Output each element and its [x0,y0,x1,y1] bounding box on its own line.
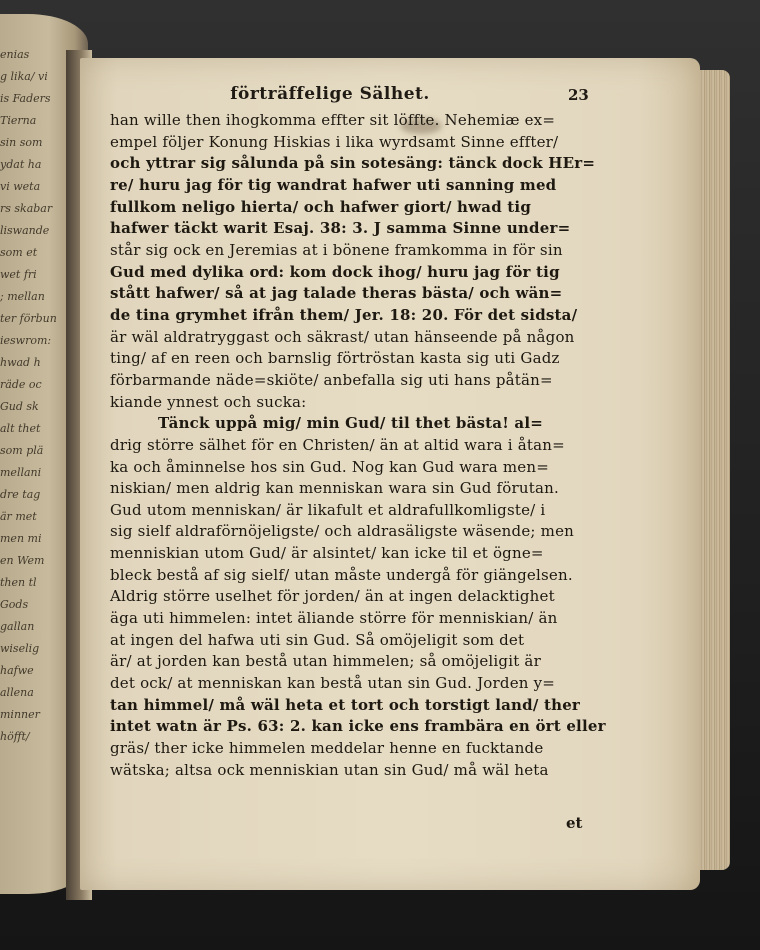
previous-page-line: vi weta [0,180,41,193]
text-line: kiande ynnest och sucka: [110,392,307,411]
previous-page-line: sin som [0,136,43,149]
previous-page-line: som plä [0,444,44,457]
text-line: stått hafwer/ så at jag talade theras bästa/ och wän= [110,284,563,303]
previous-page-line: alt thet [0,422,41,435]
previous-page-line: ydat ha [0,158,42,171]
previous-page-line: allena [0,686,34,699]
text-line: är/ at jorden kan bestå utan himmelen; så omöjeligit är [110,652,541,671]
text-line: Tänck uppå mig/ min Gud/ til thet bästa! al= [158,414,543,433]
text-line: niskian/ men aldrig kan menniskan wara sin Gud förutan. [110,479,559,498]
previous-page-line: wet fri [0,268,37,281]
text-line: re/ huru jag för tig wandrat hafwer uti sanning med [110,175,557,194]
text-line: at ingen del hafwa uti sin Gud. Så omöjeligit som det [110,630,525,649]
previous-page-line: then tl [0,576,37,589]
text-line: han wille then ihogkomma effter sit löffte. Nehemiæ ex= [110,111,556,129]
text-line: wätska; altsa ock menniskian utan sin Gud/ må wäl heta [110,760,549,779]
previous-page-line: Tierna [0,114,37,127]
previous-page-line: mellani [0,466,42,479]
body-text [110,110,606,781]
previous-page-line: g lika/ vi [0,70,48,83]
running-head: förträffelige Sälhet. [230,84,430,104]
text-line: tan himmel/ må wäl heta et tort och torstigt land/ ther [110,695,581,714]
text-line: Gud med dylika ord: kom dock ihog/ huru jag för tig [110,262,560,281]
text-line: och yttrar sig sålunda på sin sotesäng: tänck dock HEr= [110,154,596,173]
text-line: förbarmande näde=skiöte/ anbefalla sig uti hans påtän= [110,370,553,389]
text-line: hafwer täckt warit Esaj. 38: 3. J samma Sinne under= [110,219,571,238]
text-line: står sig ock en Jeremias at i bönene framkomma in för sin [110,240,563,259]
previous-page-line: hafwe [0,664,34,677]
previous-page-line: är met [0,510,37,523]
text-line: intet watn är Ps. 63: 2. kan icke ens frambära en ört eller [110,717,606,736]
previous-page-line: dre tag [0,488,41,501]
text-line: sig sielf aldraförnöjeligste/ och aldrasäligste wäsende; men [110,522,575,541]
page-number: 23 [568,86,589,104]
previous-page-line: men mi [0,532,42,545]
previous-page-line: Gods [0,598,29,611]
text-line: äga uti himmelen: intet äliande större för menniskian/ än [110,609,558,628]
text-line: är wäl aldratryggast och säkrast/ utan hänseende på någon [110,327,575,346]
text-line: Aldrig större uselhet för jorden/ än at ingen delacktighet [110,587,555,606]
text-line: menniskian utom Gud/ är alsintet/ kan icke til et ögne= [110,544,544,563]
text-line: de tina grymhet ifrån them/ Jer. 18: 20. För det sidsta/ [110,305,578,324]
text-line: drig större sälhet för en Christen/ än at altid wara i åtan= [110,435,565,454]
previous-page-line: hwad h [0,356,41,369]
previous-page-line: is Faders [0,92,51,105]
text-line: bleck bestå af sig sielf/ utan måste undergå för giängelsen. [110,565,573,584]
text-line: Gud utom menniskan/ är likafult et aldrafullkomligste/ i [110,500,546,519]
text-line: gräs/ ther icke himmelen meddelar henne en fucktande [110,739,544,758]
text-line: empel följer Konung Hiskias i lika wyrdsamt Sinne effter/ [110,132,559,151]
text-line: det ock/ at menniskan kan bestå utan sin Gud. Jorden y= [110,674,556,693]
previous-page-line: ter förbun [0,312,57,325]
text-line: fullkom neligo hierta/ och hafwer giort/ hwad tig [110,197,532,216]
previous-page-line: minner [0,708,40,721]
text-line: ka och åminnelse hos sin Gud. Nog kan Gud wara men= [110,457,550,476]
previous-page-line: wiselig [0,642,40,655]
previous-page-line: enias [0,48,30,61]
previous-page-line: gallan [0,620,35,633]
previous-page-line: liswande [0,224,50,237]
catchword: et [566,814,583,832]
previous-page-line: rs skabar [0,202,53,215]
previous-page-line: en Wem [0,554,45,567]
previous-page-line: ; mellan [0,290,45,303]
previous-page-line: höfft/ [0,730,30,743]
previous-page-line: ieswrom: [0,334,52,347]
previous-page-line: Gud sk [0,400,39,413]
previous-page-line: räde oc [0,378,42,391]
previous-page-line: som et [0,246,38,259]
text-line: ting/ af en reen och barnslig förtröstan kasta sig uti Gadz [110,349,560,368]
